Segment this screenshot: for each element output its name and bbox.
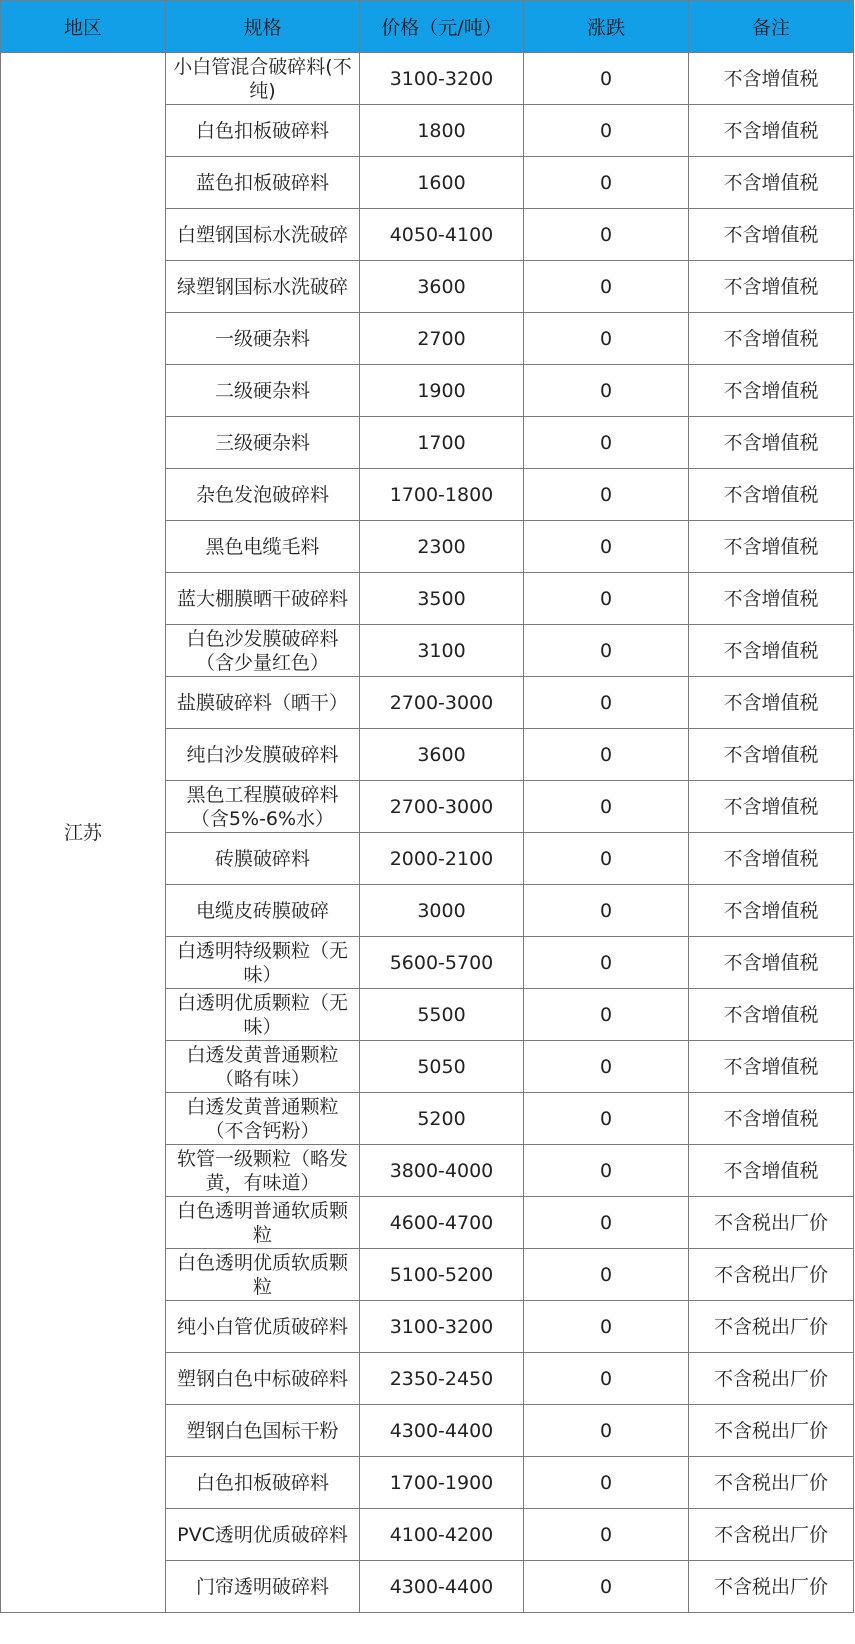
price-cell: 2000-2100 [360, 833, 524, 885]
spec-cell: 杂色发泡破碎料 [166, 469, 360, 521]
note-cell: 不含增值税 [689, 989, 854, 1041]
price-cell: 3800-4000 [360, 1145, 524, 1197]
note-cell: 不含增值税 [689, 105, 854, 157]
change-cell: 0 [524, 209, 689, 261]
change-cell: 0 [524, 417, 689, 469]
price-cell: 1700-1800 [360, 469, 524, 521]
spec-cell: 蓝大棚膜晒干破碎料 [166, 573, 360, 625]
table-row [1, 53, 854, 105]
price-cell: 3600 [360, 261, 524, 313]
note-cell: 不含增值税 [689, 677, 854, 729]
spec-cell: 白色沙发膜破碎料（含少量红色） [166, 625, 360, 677]
change-cell: 0 [524, 469, 689, 521]
note-cell: 不含税出厂价 [689, 1301, 854, 1353]
price-cell: 2350-2450 [360, 1353, 524, 1405]
price-cell: 5500 [360, 989, 524, 1041]
spec-cell: 三级硬杂料 [166, 417, 360, 469]
price-cell: 5050 [360, 1041, 524, 1093]
spec-cell: 白透发黄普通颗粒（不含钙粉） [166, 1093, 360, 1145]
note-cell: 不含税出厂价 [689, 1509, 854, 1561]
header-change: 涨跌 [524, 1, 689, 53]
note-cell: 不含增值税 [689, 833, 854, 885]
price-cell: 1700-1900 [360, 1457, 524, 1509]
change-cell: 0 [524, 521, 689, 573]
price-cell: 4300-4400 [360, 1561, 524, 1613]
table-body [1, 53, 854, 1613]
change-cell: 0 [524, 573, 689, 625]
note-cell: 不含税出厂价 [689, 1561, 854, 1613]
note-cell: 不含税出厂价 [689, 1249, 854, 1301]
change-cell: 0 [524, 677, 689, 729]
spec-cell: 纯小白管优质破碎料 [166, 1301, 360, 1353]
spec-cell: 白色透明优质软质颗粒 [166, 1249, 360, 1301]
price-cell: 3500 [360, 573, 524, 625]
price-cell: 4600-4700 [360, 1197, 524, 1249]
change-cell: 0 [524, 261, 689, 313]
spec-cell: 小白管混合破碎料(不纯) [166, 53, 360, 105]
header-price: 价格（元/吨） [360, 1, 524, 53]
price-cell: 1900 [360, 365, 524, 417]
price-cell: 3100 [360, 625, 524, 677]
header-row [1, 1, 854, 53]
change-cell: 0 [524, 313, 689, 365]
price-cell: 2300 [360, 521, 524, 573]
note-cell: 不含增值税 [689, 1041, 854, 1093]
spec-cell: 砖膜破碎料 [166, 833, 360, 885]
spec-cell: 门帘透明破碎料 [166, 1561, 360, 1613]
change-cell: 0 [524, 105, 689, 157]
note-cell: 不含增值税 [689, 781, 854, 833]
note-cell: 不含增值税 [689, 469, 854, 521]
price-cell: 2700-3000 [360, 781, 524, 833]
price-cell: 1700 [360, 417, 524, 469]
spec-cell: 盐膜破碎料（晒干） [166, 677, 360, 729]
change-cell: 0 [524, 1197, 689, 1249]
change-cell: 0 [524, 1301, 689, 1353]
price-cell: 5100-5200 [360, 1249, 524, 1301]
price-cell: 5600-5700 [360, 937, 524, 989]
spec-cell: 塑钢白色国标干粉 [166, 1405, 360, 1457]
spec-cell: 蓝色扣板破碎料 [166, 157, 360, 209]
change-cell: 0 [524, 1353, 689, 1405]
price-cell: 1600 [360, 157, 524, 209]
spec-cell: 白塑钢国标水洗破碎 [166, 209, 360, 261]
spec-cell: 塑钢白色中标破碎料 [166, 1353, 360, 1405]
change-cell: 0 [524, 365, 689, 417]
note-cell: 不含增值税 [689, 625, 854, 677]
note-cell: 不含增值税 [689, 1093, 854, 1145]
change-cell: 0 [524, 937, 689, 989]
price-cell: 3100-3200 [360, 53, 524, 105]
spec-cell: 绿塑钢国标水洗破碎 [166, 261, 360, 313]
price-cell: 4100-4200 [360, 1509, 524, 1561]
spec-cell: 白色扣板破碎料 [166, 105, 360, 157]
price-cell: 3600 [360, 729, 524, 781]
change-cell: 0 [524, 1093, 689, 1145]
note-cell: 不含增值税 [689, 521, 854, 573]
spec-cell: 白透明特级颗粒（无味） [166, 937, 360, 989]
note-cell: 不含税出厂价 [689, 1457, 854, 1509]
spec-cell: 二级硬杂料 [166, 365, 360, 417]
note-cell: 不含增值税 [689, 1145, 854, 1197]
header-region: 地区 [1, 1, 166, 53]
spec-cell: 电缆皮砖膜破碎 [166, 885, 360, 937]
note-cell: 不含增值税 [689, 365, 854, 417]
change-cell: 0 [524, 885, 689, 937]
note-cell: 不含增值税 [689, 937, 854, 989]
price-cell: 4300-4400 [360, 1405, 524, 1457]
change-cell: 0 [524, 833, 689, 885]
change-cell: 0 [524, 1249, 689, 1301]
price-cell: 2700-3000 [360, 677, 524, 729]
change-cell: 0 [524, 1145, 689, 1197]
price-cell: 1800 [360, 105, 524, 157]
price-cell: 2700 [360, 313, 524, 365]
spec-cell: 黑色电缆毛料 [166, 521, 360, 573]
header-note: 备注 [689, 1, 854, 53]
change-cell: 0 [524, 1405, 689, 1457]
note-cell: 不含增值税 [689, 261, 854, 313]
note-cell: 不含增值税 [689, 313, 854, 365]
spec-cell: 软管一级颗粒（略发黄，有味道） [166, 1145, 360, 1197]
region-cell: 江苏 [1, 53, 166, 1613]
note-cell: 不含增值税 [689, 157, 854, 209]
note-cell: 不含增值税 [689, 209, 854, 261]
note-cell: 不含增值税 [689, 885, 854, 937]
price-cell: 3000 [360, 885, 524, 937]
price-cell: 3100-3200 [360, 1301, 524, 1353]
header-spec: 规格 [166, 1, 360, 53]
spec-cell: 白色扣板破碎料 [166, 1457, 360, 1509]
change-cell: 0 [524, 729, 689, 781]
note-cell: 不含增值税 [689, 729, 854, 781]
change-cell: 0 [524, 1041, 689, 1093]
change-cell: 0 [524, 1457, 689, 1509]
spec-cell: 一级硬杂料 [166, 313, 360, 365]
change-cell: 0 [524, 781, 689, 833]
note-cell: 不含增值税 [689, 417, 854, 469]
change-cell: 0 [524, 157, 689, 209]
spec-cell: 白透明优质颗粒（无味） [166, 989, 360, 1041]
change-cell: 0 [524, 1509, 689, 1561]
note-cell: 不含增值税 [689, 573, 854, 625]
spec-cell: 白色透明普通软质颗粒 [166, 1197, 360, 1249]
change-cell: 0 [524, 625, 689, 677]
change-cell: 0 [524, 53, 689, 105]
price-cell: 5200 [360, 1093, 524, 1145]
spec-cell: 纯白沙发膜破碎料 [166, 729, 360, 781]
note-cell: 不含增值税 [689, 53, 854, 105]
note-cell: 不含税出厂价 [689, 1197, 854, 1249]
note-cell: 不含税出厂价 [689, 1405, 854, 1457]
spec-cell: 白透发黄普通颗粒（略有味） [166, 1041, 360, 1093]
change-cell: 0 [524, 1561, 689, 1613]
spec-cell: PVC透明优质破碎料 [166, 1509, 360, 1561]
spec-cell: 黑色工程膜破碎料（含5%-6%水） [166, 781, 360, 833]
price-cell: 4050-4100 [360, 209, 524, 261]
change-cell: 0 [524, 989, 689, 1041]
note-cell: 不含税出厂价 [689, 1353, 854, 1405]
